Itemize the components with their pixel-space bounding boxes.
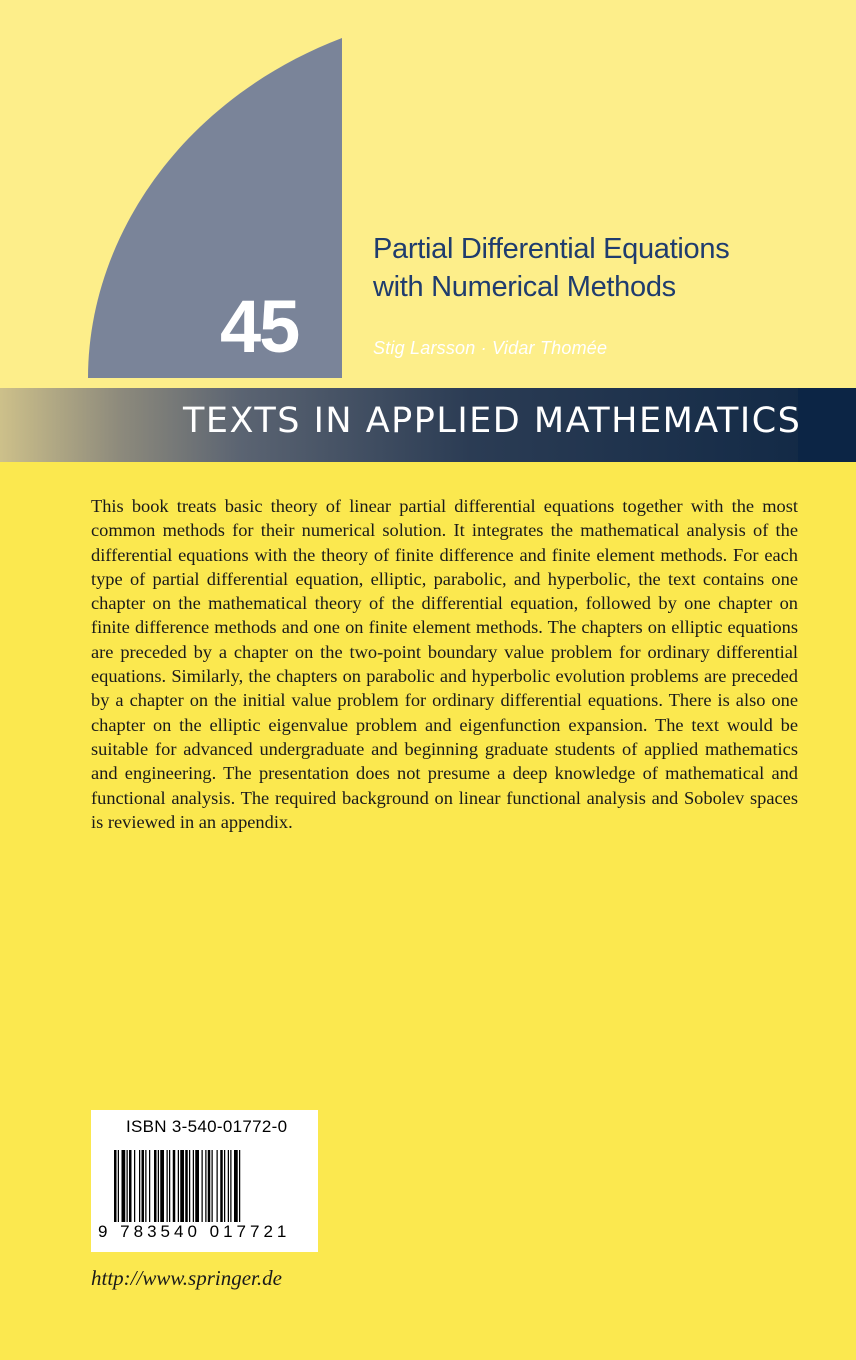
publisher-website: http://www.springer.de: [91, 1266, 282, 1290]
barcode-bar: [224, 1150, 225, 1222]
barcode-bar: [169, 1150, 170, 1222]
barcode-bar: [178, 1150, 179, 1222]
isbn-number: ISBN 3-540-01772-0: [126, 1117, 288, 1136]
barcode-bar: [139, 1150, 140, 1222]
barcode-bar: [129, 1150, 132, 1222]
barcode-bar: [228, 1150, 229, 1222]
back-cover-blurb: This book treats basic theory of linear partial differential equations together with the most common methods for their numerical solution. It integrates the mathematical analysis of the differential equations with the theory of finite difference and finite element methods. For each type of partial differential equation, elliptic, parabolic, and hyperbolic, the text contains one chapter on the mathematical theory of the differential equation, followed by one chapter on finite difference methods and one on finite element methods. The chapters on elliptic equations are preceded by a chapter on the two-point boundary value problem for ordinary differential equations. Similarly, the chapters on parabolic and hyperbolic evolution problems are preceded by a chapter on the initial value problem for ordinary differential equations. There is also one chapter on the elliptic eigenvalue problem and eigenfunction expansion. The text would be suitable for advanced undergraduate and beginning graduate students of applied mathematics and engineering. The presentation does not presume a deep knowledge of mathematical and functional analysis. The required background on linear functional analysis and Sobolev spaces is reviewed in an appendix.: [91, 496, 798, 832]
barcode: [114, 1150, 298, 1222]
barcode-bar: [212, 1150, 213, 1222]
barcode-bar: [160, 1150, 164, 1222]
barcode-bar: [158, 1150, 159, 1222]
barcode-digits: 9 783540 017721: [98, 1222, 291, 1241]
barcode-bar: [230, 1150, 231, 1222]
barcode-bar: [193, 1150, 194, 1222]
barcode-bar: [145, 1150, 146, 1222]
barcode-bar: [239, 1150, 240, 1222]
book-title: [373, 230, 833, 306]
series-title: TEXTS IN APPLIED MATHEMATICS: [183, 401, 802, 441]
barcode-bar: [114, 1150, 117, 1222]
barcode-bar: [220, 1150, 223, 1222]
book-title-line1: Partial Differential Equations: [373, 233, 730, 265]
barcode-bar: [234, 1150, 238, 1222]
barcode-bar: [167, 1150, 168, 1222]
authors: Stig Larsson · Vidar Thomée: [373, 338, 608, 358]
quarter-disc-graphic: [0, 0, 856, 388]
barcode-bar: [134, 1150, 135, 1222]
barcode-bar: [180, 1150, 184, 1222]
barcode-bar: [118, 1150, 119, 1222]
volume-number: 45: [220, 285, 299, 368]
barcode-bar: [127, 1150, 128, 1222]
barcode-bar: [217, 1150, 218, 1222]
barcode-bar: [202, 1150, 203, 1222]
barcode-bar: [205, 1150, 206, 1222]
barcode-bar: [195, 1150, 199, 1222]
book-title-line2: with Numerical Methods: [373, 271, 676, 303]
barcode-bar: [185, 1150, 188, 1222]
barcode-bar: [173, 1150, 176, 1222]
barcode-bar: [154, 1150, 157, 1222]
barcode-bar: [122, 1150, 126, 1222]
barcode-bar: [142, 1150, 145, 1222]
barcode-bar: [189, 1150, 190, 1222]
barcode-bar: [149, 1150, 150, 1222]
barcode-bar: [208, 1150, 211, 1222]
series-band-end: [798, 388, 856, 462]
